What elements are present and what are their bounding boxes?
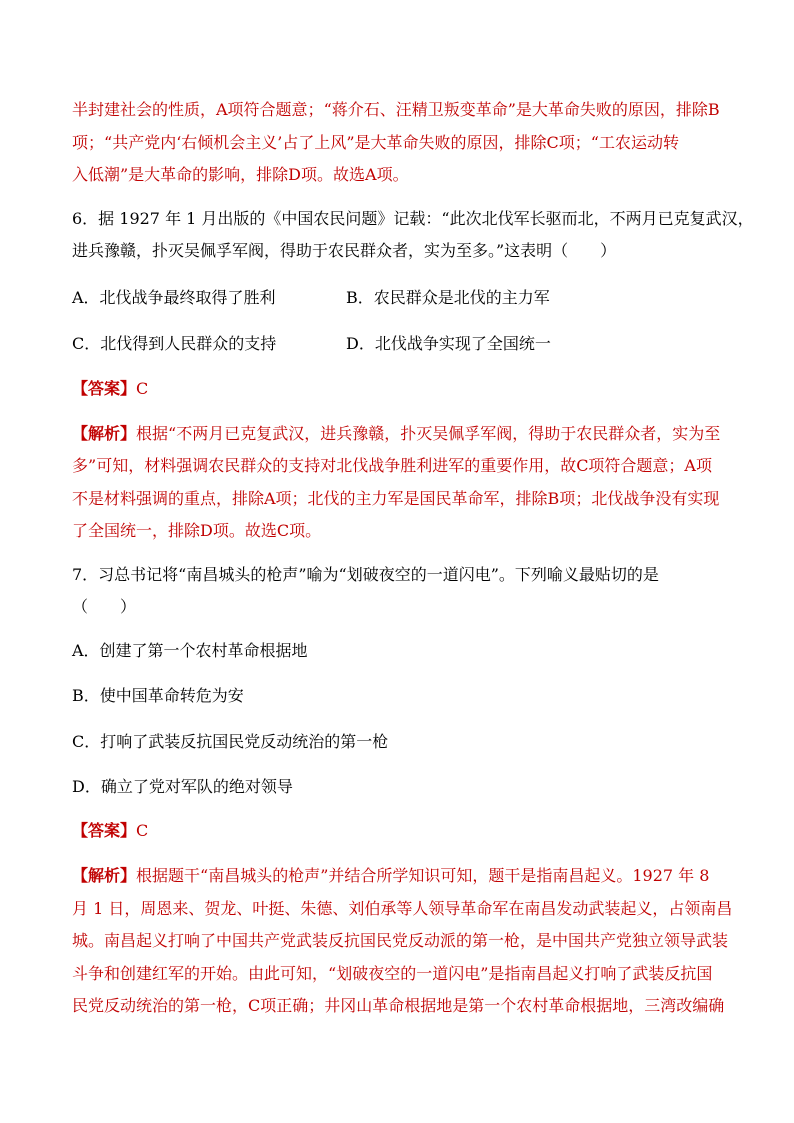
q7-option-d: D．确立了党对军队的绝对领导 — [72, 777, 293, 796]
q6-stem: 进兵豫赣，扑灭吴佩孚军阀，得助于农民群众者，实为至多。”这表明（ ） — [72, 241, 617, 260]
q6-analysis-line: 不是材料强调的重点，排除A项；北伐的主力军是国民革命军，排除B项；北伐战争没有实现 — [72, 489, 720, 508]
q7-stem: 7．习总书记将“南昌城头的枪声”喻为“划破夜空的一道闪电”。下列喻义最贴切的是 — [72, 565, 659, 584]
q6-analysis-line: 【解析】根据“不两月已克复武汉，进兵豫赣，扑灭吴佩孚军阀，得助于农民群众者，实为至 — [72, 424, 721, 443]
q7-analysis-line: 月 1 日，周恩来、贺龙、叶挺、朱德、刘伯承等人领导革命军在南昌发动武装起义，占领南昌 — [72, 899, 733, 918]
q6-analysis-line: 多”可知，材料强调农民群众的支持对北伐战争胜利进军的重要作用，故C项符合题意；A项 — [72, 456, 712, 475]
q6-option-c: C．北伐得到人民群众的支持 — [72, 334, 277, 353]
q6-stem: 6．据 1927 年 1 月出版的《中国农民问题》记载：“此次北伐军长驱而北，不两月已克复武汉， — [72, 209, 754, 228]
q6-option-b: B．农民群众是北伐的主力军 — [346, 288, 550, 307]
q7-stem: （ ） — [72, 597, 137, 616]
q7-option-b: B．使中国革命转危为安 — [72, 686, 244, 705]
q7-analysis-line: 斗争和创建红军的开始。由此可知，“划破夜空的一道闪电”是指南昌起义打响了武装反抗国 — [72, 964, 713, 983]
q7-option-c: C．打响了武装反抗国民党反动统治的第一枪 — [72, 732, 389, 751]
q5-analysis-line: 入低潮”是大革命的影响，排除D项。故选A项。 — [72, 165, 409, 184]
q7-analysis-line: 民党反动统治的第一枪，C项正确；井冈山革命根据地是第一个农村革命根据地，三湾改编确 — [72, 996, 725, 1015]
q7-answer: 【答案】C — [72, 821, 149, 840]
q7-analysis-line: 城。南昌起义打响了中国共产党武装反抗国民党反动派的第一枪，是中国共产党独立领导武装 — [72, 931, 729, 950]
q7-analysis-line: 【解析】根据题干“南昌城头的枪声”并结合所学知识可知，题干是指南昌起义。1927 年 8 — [72, 866, 710, 885]
q6-option-d: D．北伐战争实现了全国统一 — [346, 334, 551, 353]
q6-analysis-line: 了全国统一，排除D项。故选C项。 — [72, 521, 322, 540]
q6-answer: 【答案】C — [72, 379, 149, 398]
q7-option-a: A．创建了第一个农村革命根据地 — [72, 641, 308, 660]
q6-option-a: A．北伐战争最终取得了胜利 — [72, 288, 276, 307]
q5-analysis-line: 项；“共产党内‘右倾机会主义’占了上风”是大革命失败的原因，排除C项；“工农运动转 — [72, 133, 679, 152]
q5-analysis-line: 半封建社会的性质，A项符合题意；“蒋介石、汪精卫叛变革命”是大革命失败的原因，排除B — [72, 100, 720, 119]
